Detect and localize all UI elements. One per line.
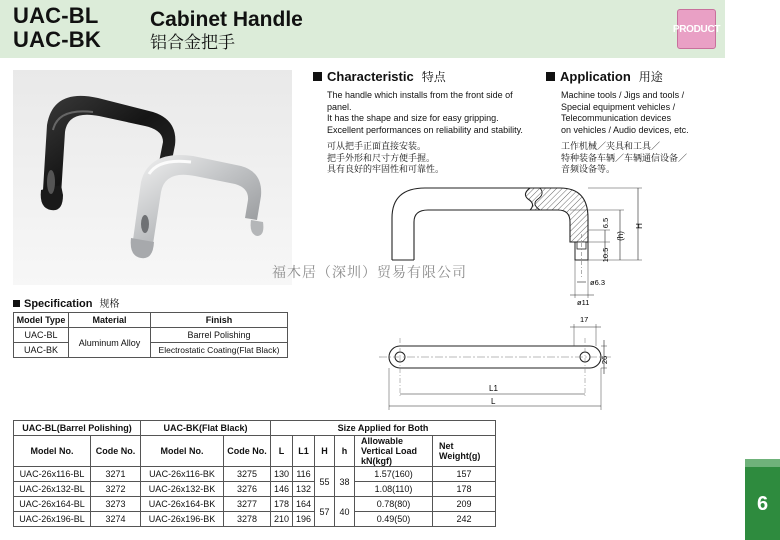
top-view-drawing	[375, 310, 615, 410]
cell-weight: 178	[433, 482, 496, 497]
cell-load: 1.57(160)	[355, 467, 433, 482]
table-header-row	[14, 313, 288, 328]
col-load	[355, 436, 433, 467]
col-load-line: Vertical Load	[361, 446, 418, 456]
cell-L: 178	[271, 497, 293, 512]
product-badge: PRODUCT	[677, 9, 716, 49]
bullet-square-icon	[13, 300, 20, 307]
cell-bk-model: UAC-26x164-BK	[141, 497, 224, 512]
cell-bl-code: 3273	[91, 497, 141, 512]
table-row	[14, 467, 496, 482]
application-line: Machine tools / Jigs and tools /	[561, 90, 685, 100]
product-title-cn: 铝合金把手	[150, 33, 235, 52]
cell-weight: 209	[433, 497, 496, 512]
cell-L1: 116	[293, 467, 315, 482]
cell-H: 55	[315, 467, 335, 497]
dimension-table	[13, 420, 496, 527]
application-line: Telecommunication devices	[561, 113, 672, 123]
dim-L1: L1	[489, 384, 498, 393]
col-model-type: Model Type	[14, 313, 69, 328]
application-line-cn: 工作机械／夹具和工具／	[561, 141, 661, 151]
cell-bl-model: UAC-26x132-BL	[14, 482, 91, 497]
characteristic-line-cn: 可从把手正面直接安装。	[327, 141, 427, 151]
col-finish: Finish	[151, 313, 288, 328]
application-text	[561, 90, 731, 176]
cell-load: 0.49(50)	[355, 512, 433, 527]
dim-10-5: 10.5	[601, 247, 610, 263]
characteristic-line: The handle which installs from the front side of	[327, 90, 513, 100]
table-row	[14, 497, 496, 512]
cell-bl-code: 3274	[91, 512, 141, 527]
cell-model: UAC-BK	[14, 343, 69, 358]
characteristic-line: It has the shape and size for easy gripping.	[327, 113, 499, 123]
col-weight	[433, 436, 496, 467]
characteristic-line-cn: 把手外形和尺寸方便手握。	[327, 152, 436, 163]
dim-6-5: 6.5	[601, 217, 610, 229]
col-load-line: kN(kgf)	[361, 456, 392, 466]
col-load-line: Allowable	[361, 436, 404, 446]
page-number-tab	[745, 459, 780, 540]
cell-load: 0.78(80)	[355, 497, 433, 512]
cell-model: UAC-BL	[14, 328, 69, 343]
cell-bl-model: UAC-26x164-BL	[14, 497, 91, 512]
specification-table	[13, 312, 288, 358]
cell-h: 38	[335, 467, 355, 497]
application-line: Special equipment vehicles /	[561, 101, 676, 112]
cell-load: 1.08(110)	[355, 482, 433, 497]
cell-L: 146	[271, 482, 293, 497]
col-bk-code: Code No.	[224, 436, 271, 467]
cell-bk-code: 3278	[224, 512, 271, 527]
table-row	[14, 482, 496, 497]
product-title-en: Cabinet Handle	[150, 8, 303, 31]
model-code-bl: UAC-BL	[13, 3, 99, 28]
cell-bl-model: UAC-26x196-BL	[14, 512, 91, 527]
cell-finish: Barrel Polishing	[151, 328, 288, 343]
col-bk-model: Model No.	[141, 436, 224, 467]
specification-title-cn: 规格	[99, 299, 120, 310]
page-tab-stripe	[745, 459, 780, 467]
cell-L: 130	[271, 467, 293, 482]
application-line: on vehicles / Audio devices, etc.	[561, 124, 689, 135]
model-code-bk: UAC-BK	[13, 27, 101, 52]
cell-bl-model: UAC-26x116-BL	[14, 467, 91, 482]
application-line-cn: 音频设备等。	[561, 164, 616, 174]
cell-finish: Electrostatic Coating(Flat Black)	[151, 343, 288, 358]
table-header-row	[14, 436, 496, 467]
cell-bl-code: 3272	[91, 482, 141, 497]
cell-H: 57	[315, 497, 335, 527]
characteristic-title: Characteristic	[327, 69, 414, 84]
dim-h-small: (h)	[616, 231, 625, 241]
dim-phi6-3: ø6.3	[590, 278, 606, 287]
group-size: Size Applied for Both	[271, 421, 496, 436]
side-view-drawing	[380, 178, 665, 308]
cell-material: Aluminum Alloy	[69, 328, 151, 358]
bullet-square-icon	[313, 72, 322, 81]
characteristic-line: panel.	[327, 101, 352, 112]
cell-bk-code: 3277	[224, 497, 271, 512]
dim-17: 17	[580, 315, 589, 324]
group-bl: UAC-BL(Barrel Polishing)	[14, 421, 141, 436]
cell-bk-code: 3276	[224, 482, 271, 497]
table-row	[14, 343, 288, 358]
characteristic-heading	[313, 69, 446, 85]
col-h: h	[335, 436, 355, 467]
application-title-cn: 用途	[638, 70, 663, 84]
group-bk: UAC-BK(Flat Black)	[141, 421, 271, 436]
col-bl-code: Code No.	[91, 436, 141, 467]
page-number: 6	[756, 493, 769, 515]
characteristic-text	[327, 90, 542, 176]
table-group-row	[14, 421, 496, 436]
table-row	[14, 328, 288, 343]
table-row	[14, 512, 496, 527]
cell-L1: 132	[293, 482, 315, 497]
application-heading	[546, 69, 663, 85]
col-L: L	[271, 436, 293, 467]
application-line-cn: 特种装备车辆／车辆通信设备／	[561, 152, 688, 163]
characteristic-line: Excellent performances on reliability and stability.	[327, 124, 523, 135]
col-material: Material	[69, 313, 151, 328]
application-title: Application	[560, 69, 631, 84]
page-header	[0, 0, 725, 58]
cell-bk-model: UAC-26x196-BK	[141, 512, 224, 527]
cell-weight: 157	[433, 467, 496, 482]
dim-phi11: ø11	[577, 298, 590, 307]
cell-L1: 164	[293, 497, 315, 512]
cell-bk-model: UAC-26x132-BK	[141, 482, 224, 497]
col-weight-line: Weight(g)	[439, 451, 481, 461]
col-bl-model: Model No.	[14, 436, 91, 467]
product-photo	[13, 70, 292, 285]
col-L1: L1	[293, 436, 315, 467]
cell-L: 210	[271, 512, 293, 527]
dim-L: L	[491, 397, 496, 406]
col-weight-line: Net	[439, 441, 454, 451]
dim-H: H	[635, 223, 644, 229]
col-H: H	[315, 436, 335, 467]
cell-bl-code: 3271	[91, 467, 141, 482]
characteristic-title-cn: 特点	[421, 70, 446, 84]
specification-heading	[13, 298, 119, 311]
cell-h: 40	[335, 497, 355, 527]
characteristic-line-cn: 具有良好的牢固性和可靠性。	[327, 164, 445, 174]
cell-weight: 242	[433, 512, 496, 527]
cell-L1: 196	[293, 512, 315, 527]
cell-bk-code: 3275	[224, 467, 271, 482]
dim-26: 26	[600, 355, 609, 365]
company-watermark: 福木居（深圳）贸易有限公司	[272, 264, 467, 280]
specification-title: Specification	[24, 298, 93, 310]
bullet-square-icon	[546, 72, 555, 81]
cell-bk-model: UAC-26x116-BK	[141, 467, 224, 482]
